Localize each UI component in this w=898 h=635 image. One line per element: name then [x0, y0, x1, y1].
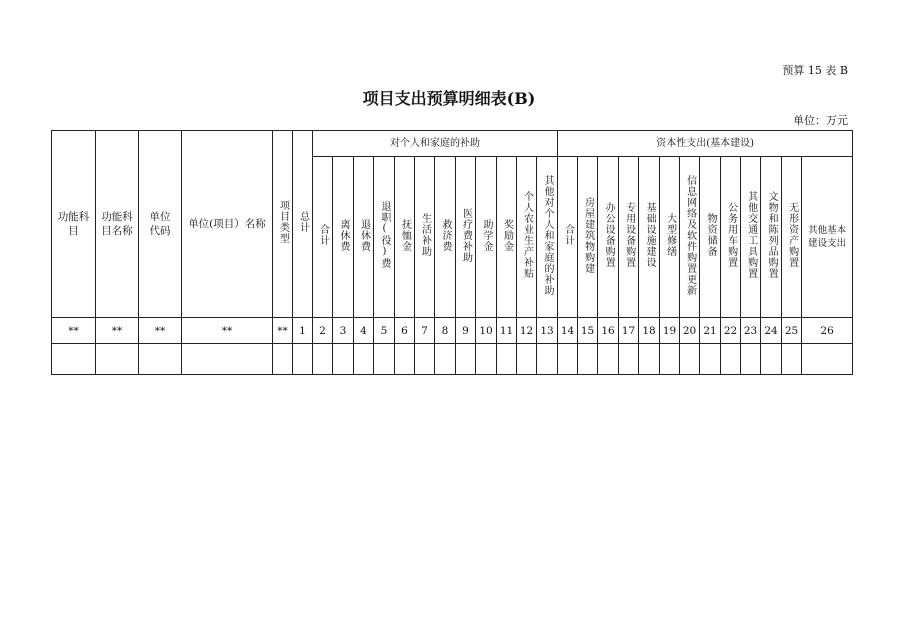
- table-cell: [96, 344, 139, 375]
- table-cell: [354, 344, 374, 375]
- table-cell: [680, 344, 700, 375]
- table-cell: 4: [354, 318, 374, 344]
- table-cell: [700, 344, 721, 375]
- header-function-name: 功能科目名称: [96, 131, 139, 318]
- personal-col-header: 个人农业生产补贴: [517, 157, 537, 318]
- capital-col-header: 办公设备购置: [598, 157, 619, 318]
- table-cell: 9: [456, 318, 476, 344]
- table-cell: 1: [293, 318, 313, 344]
- column-number-row: [52, 318, 853, 344]
- table-cell: 22: [721, 318, 741, 344]
- group-personal-subsidy: 对个人和家庭的补助: [313, 131, 558, 157]
- personal-col-header: 离休费: [333, 157, 354, 318]
- table-cell: [660, 344, 680, 375]
- table-cell: 14: [558, 318, 578, 344]
- table-cell: 25: [782, 318, 802, 344]
- table-cell: [558, 344, 578, 375]
- table-cell: [578, 344, 598, 375]
- table-cell: 17: [619, 318, 639, 344]
- table-cell: [782, 344, 802, 375]
- personal-col-header: 退职(役)费: [374, 157, 395, 318]
- budget-table: [51, 130, 853, 375]
- table-cell: 8: [435, 318, 456, 344]
- table-cell: [415, 344, 435, 375]
- table-cell: [517, 344, 537, 375]
- table-cell: 21: [700, 318, 721, 344]
- table-cell: 24: [761, 318, 782, 344]
- table-cell: 20: [680, 318, 700, 344]
- capital-col-header: 其他基本建设支出: [802, 157, 853, 318]
- table-cell: 19: [660, 318, 680, 344]
- table-cell: 26: [802, 318, 853, 344]
- personal-col-header: 奖励金: [497, 157, 517, 318]
- table-cell: [537, 344, 558, 375]
- personal-col-header: 生活补助: [415, 157, 435, 318]
- personal-col-header: 其他对个人和家庭的补助: [537, 157, 558, 318]
- table-cell: [741, 344, 761, 375]
- personal-col-header: 抚恤金: [395, 157, 415, 318]
- personal-col-header: 助学金: [476, 157, 497, 318]
- personal-col-header: 救济费: [435, 157, 456, 318]
- header-total: 总计: [293, 131, 313, 318]
- capital-col-header: 基础设施建设: [639, 157, 660, 318]
- personal-col-header: 退休费: [354, 157, 374, 318]
- capital-col-header: 合计: [558, 157, 578, 318]
- table-cell: [802, 344, 853, 375]
- table-cell: [476, 344, 497, 375]
- table-cell: [598, 344, 619, 375]
- empty-data-row: [52, 344, 853, 375]
- table-cell: [374, 344, 395, 375]
- header-project-type: 项目类型: [273, 131, 293, 318]
- table-cell: [721, 344, 741, 375]
- table-cell: [639, 344, 660, 375]
- table-cell: 10: [476, 318, 497, 344]
- table-cell: **: [96, 318, 139, 344]
- table-cell: [395, 344, 415, 375]
- header-unit-name: 单位(项目）名称: [182, 131, 273, 318]
- page-title: 项目支出预算明细表(B): [362, 89, 536, 108]
- table-cell: **: [182, 318, 273, 344]
- capital-col-header: 信息网络及软件购置更新: [680, 157, 700, 318]
- table-cell: [619, 344, 639, 375]
- table-cell: **: [52, 318, 96, 344]
- table-cell: [435, 344, 456, 375]
- table-cell: 13: [537, 318, 558, 344]
- capital-col-header: 无形资产购置: [782, 157, 802, 318]
- capital-col-header: 物资储备: [700, 157, 721, 318]
- header-function-code: 功能科目: [52, 131, 96, 318]
- table-cell: 5: [374, 318, 395, 344]
- table-cell: [182, 344, 273, 375]
- table-cell: [139, 344, 182, 375]
- table-cell: 15: [578, 318, 598, 344]
- table-cell: 6: [395, 318, 415, 344]
- capital-col-header: 其他交通工具购置: [741, 157, 761, 318]
- personal-col-header: 合计: [313, 157, 333, 318]
- capital-col-header: 专用设备购置: [619, 157, 639, 318]
- table-cell: [313, 344, 333, 375]
- table-cell: 11: [497, 318, 517, 344]
- table-cell: [497, 344, 517, 375]
- form-number: 预算 15 表 B: [782, 64, 848, 77]
- group-capital-expenditure: 资本性支出(基本建设): [558, 131, 853, 157]
- table-body: [52, 318, 853, 375]
- table-cell: 16: [598, 318, 619, 344]
- table-cell: [293, 344, 313, 375]
- table-cell: [52, 344, 96, 375]
- table-header: [52, 131, 853, 318]
- table-cell: [761, 344, 782, 375]
- table-cell: **: [273, 318, 293, 344]
- personal-col-header: 医疗费补助: [456, 157, 476, 318]
- capital-col-header: 公务用车购置: [721, 157, 741, 318]
- table-cell: **: [139, 318, 182, 344]
- capital-col-header: 房屋建筑物购建: [578, 157, 598, 318]
- table-cell: [273, 344, 293, 375]
- table-cell: [456, 344, 476, 375]
- table-cell: 3: [333, 318, 354, 344]
- table-cell: 12: [517, 318, 537, 344]
- header-unit-code: 单位代码: [139, 131, 182, 318]
- capital-col-header: 文物和陈列品购置: [761, 157, 782, 318]
- table-cell: 18: [639, 318, 660, 344]
- table-cell: [333, 344, 354, 375]
- table-cell: 2: [313, 318, 333, 344]
- table-cell: 7: [415, 318, 435, 344]
- capital-col-header: 大型修缮: [660, 157, 680, 318]
- table-cell: 23: [741, 318, 761, 344]
- unit-label: 单位：万元: [793, 114, 848, 127]
